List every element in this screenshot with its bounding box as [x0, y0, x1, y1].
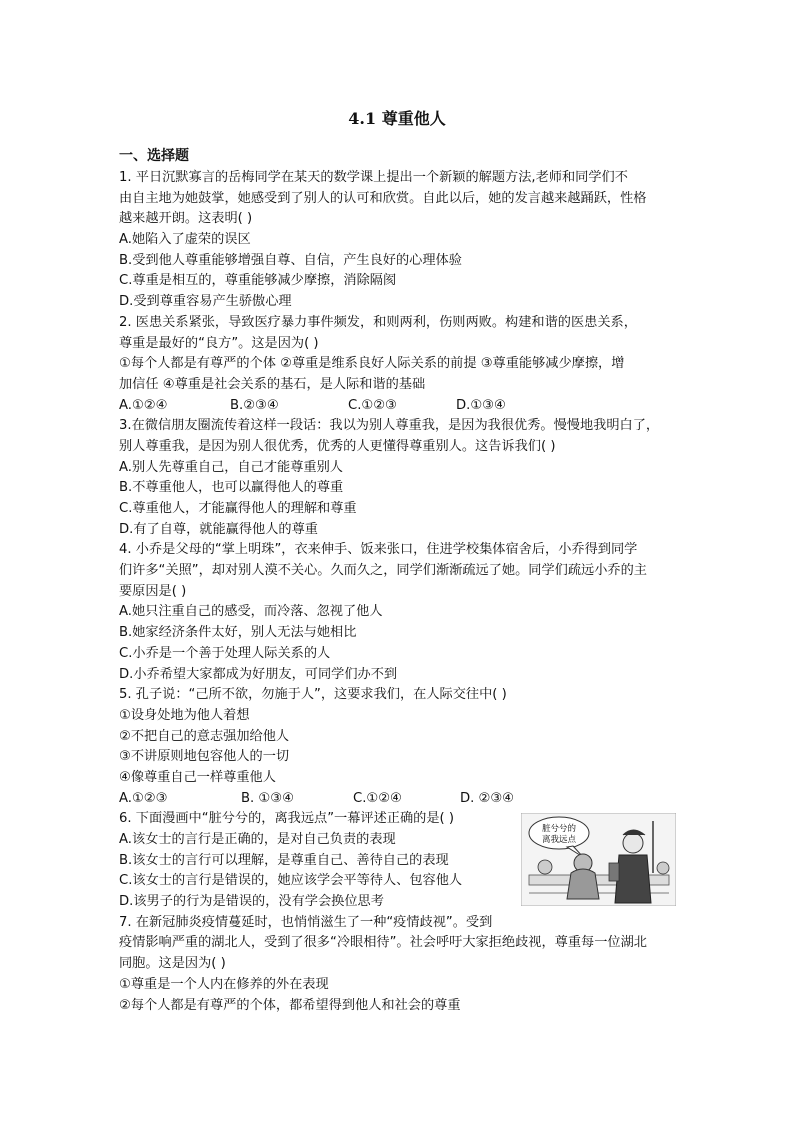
text-line: D.该男子的行为是错误的，没有学会换位思考 [119, 894, 384, 910]
text-line: ①尊重是一个人内在修养的外在表现 [119, 976, 329, 992]
text-line: 2. 医患关系紧张，导致医疗暴力事件频发，和则两利，伤则两败。构建和谐的医患关系， [119, 314, 637, 330]
text-line: C.尊重是相互的，尊重能够减少摩擦，消除隔阂 [119, 273, 397, 289]
speech-line-1: 脏兮兮的 [541, 824, 577, 834]
text-line: B.受到他人尊重能够增强自尊、自信，产生良好的心理体验 [119, 252, 462, 268]
document-title: 4.1 尊重他人 [348, 109, 446, 128]
section-heading: 一、选择题 [119, 148, 189, 164]
text-line: A.她只注重自己的感受，而冷落、忽视了他人 [119, 604, 383, 620]
q2-options [119, 396, 684, 417]
text-line: A.该女士的言行是正确的，是对自己负责的表现 [119, 832, 396, 847]
option-2: C.①②③ [348, 397, 397, 413]
text-line: C.该女士的言行是错误的，她应该学会平等待人、包容他人 [119, 873, 463, 889]
option-1: B.②③④ [230, 397, 279, 413]
text-line: 别人尊重我，是因为别人很优秀，优秀的人更懂得尊重别人。这告诉我们( ) [119, 438, 556, 454]
text-line: 要原因是( ) [119, 583, 187, 599]
q5-options [119, 789, 684, 810]
option-3: D.①③④ [456, 397, 506, 413]
text-line: C.尊重他人，才能赢得他人的理解和尊重 [119, 501, 357, 516]
text-line: 加信任 ④尊重是社会关系的基石，是人际和谐的基础 [119, 376, 426, 392]
text-line: 7. 在新冠肺炎疫情蔓延时，也悄悄滋生了一种“疫情歧视”。受到 [119, 914, 493, 930]
option-3: D. ②③④ [460, 790, 515, 806]
cartoon-illustration [521, 813, 676, 906]
text-line: B.她家经济条件太好，别人无法与她相比 [119, 625, 357, 641]
text-line: 们许多“关照”，却对别人漠不关心。久而久之，同学们渐渐疏远了她。同学们疏远小乔的主 [119, 563, 647, 579]
text-line: D.受到尊重容易产生骄傲心理 [119, 294, 292, 310]
text-line: D.有了自尊，就能赢得他人的尊重 [119, 521, 318, 537]
text-line: 3.在微信朋友圈流传着这样一段话：我以为别人尊重我，是因为我很优秀。慢慢地我明白了， [119, 418, 660, 434]
text-line: 由自主地为她鼓掌，她感受到了别人的认可和欣赏。自此以后，她的发言越来越踊跃，性格 [119, 190, 647, 206]
text-line: D.小乔希望大家都成为好朋友，可同学们办不到 [119, 666, 398, 682]
text-line: 4. 小乔是父母的“掌上明珠”，衣来伸手、饭来张口，住进学校集体宿舍后，小乔得到同学 [119, 542, 638, 558]
text-line: A.别人先尊重自己，自己才能尊重别人 [119, 459, 343, 475]
text-line: ①每个人都是有尊严的个体 ②尊重是维系良好人际关系的前提 ③尊重能够减少摩擦，增 [119, 356, 625, 372]
text-line: 越来越开朗。这表明( ) [119, 211, 253, 227]
text-line: 6. 下面漫画中“脏兮兮的，离我远点”一幕评述正确的是( ) [119, 811, 455, 827]
text-line: ④像尊重自己一样尊重他人 [119, 769, 276, 785]
option-2: C.①②④ [353, 790, 402, 806]
text-line: B.该女士的言行可以理解，是尊重自己、善待自己的表现 [119, 852, 449, 868]
text-line: 疫情影响严重的湖北人，受到了很多“冷眼相待”。社会呼吁大家拒绝歧视，尊重每一位湖北 [119, 935, 647, 951]
text-line: ③不讲原则地包容他人的一切 [119, 749, 290, 765]
text-line: 5. 孔子说：“己所不欲，勿施于人”，这要求我们，在人际交往中( ) [119, 687, 507, 703]
text-line: C.小乔是一个善于处理人际关系的人 [119, 645, 331, 661]
text-line: ②每个人都是有尊严的个体，都希望得到他人和社会的尊重 [119, 997, 461, 1013]
option-1: B. ①③④ [241, 790, 294, 806]
text-line: A.她陷入了虚荣的误区 [119, 232, 251, 248]
option-0: A.①②④ [119, 397, 168, 413]
text-line: ①设身处地为他人着想 [119, 707, 250, 723]
text-line: 同胞。这是因为( ) [119, 956, 226, 972]
speech-line-2: 离我远点 [541, 835, 577, 845]
text-line: 1. 平日沉默寡言的岳梅同学在某天的数学课上提出一个新颖的解题方法,老师和同学们不 [119, 170, 628, 185]
text-line: B.不尊重他人，也可以赢得他人的尊重 [119, 480, 344, 496]
text-line: 尊重是最好的“良方”。这是因为( ) [119, 335, 319, 351]
text-line: ②不把自己的意志强加给他人 [119, 728, 290, 744]
option-0: A.①②③ [119, 790, 168, 806]
